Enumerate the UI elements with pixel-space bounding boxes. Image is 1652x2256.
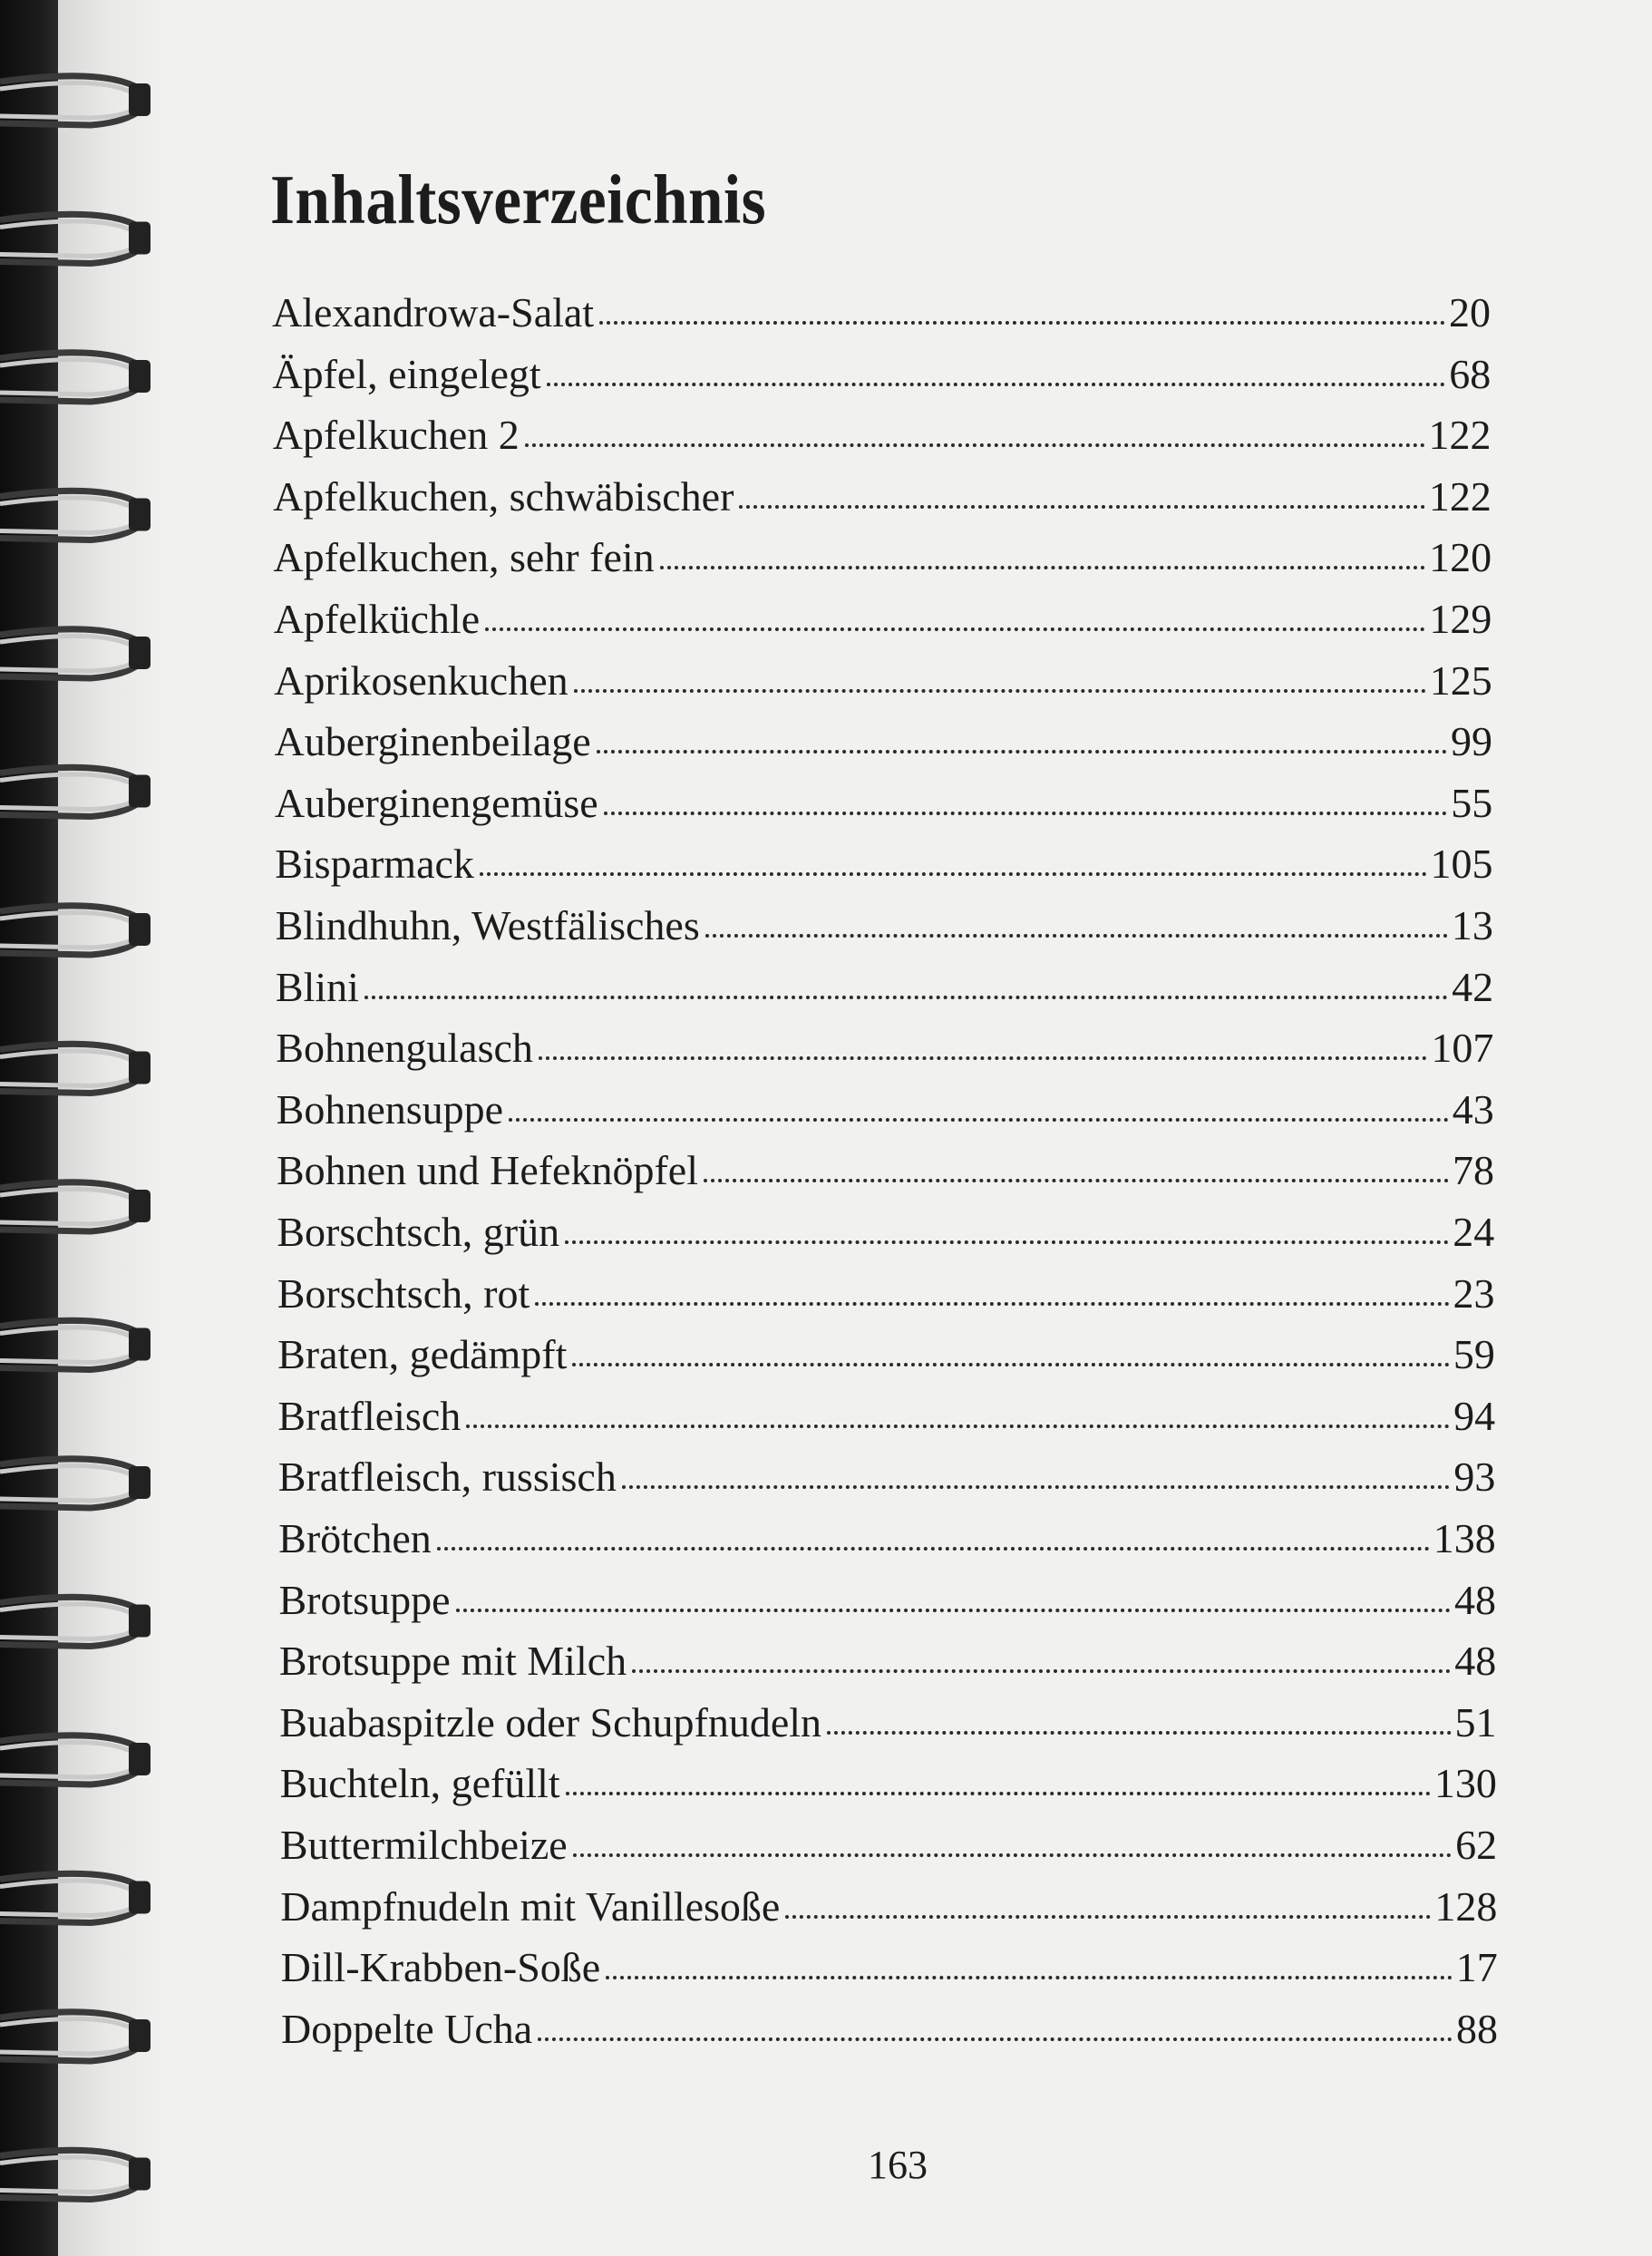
dot-leader — [535, 1302, 1449, 1306]
dot-leader — [437, 1547, 1430, 1551]
toc-entry — [278, 1453, 1496, 1507]
toc-entry-page: 43 — [1452, 1085, 1494, 1133]
dot-leader — [660, 566, 1425, 569]
toc-entry-title: Borschtsch, rot — [277, 1269, 530, 1317]
toc-entry — [275, 840, 1492, 894]
toc-entry-page: 23 — [1453, 1269, 1495, 1317]
dot-leader — [599, 321, 1445, 325]
toc-entry — [273, 533, 1492, 588]
toc-entry — [281, 1943, 1498, 1998]
toc-entry-page: 120 — [1429, 534, 1492, 581]
toc-entry-title: Borschtsch, grün — [277, 1209, 560, 1255]
toc-entry-title: Bratfleisch — [277, 1392, 462, 1439]
dot-leader — [466, 1425, 1450, 1428]
dot-leader — [785, 1915, 1431, 1919]
toc-entry-page: 24 — [1453, 1209, 1495, 1255]
toc-entry-page: 94 — [1453, 1392, 1496, 1439]
toc-entry-page: 78 — [1453, 1147, 1494, 1194]
toc-entry-title: Blini — [275, 963, 359, 1010]
toc-entry-title: Blindhuhn, Westfälisches — [275, 902, 700, 948]
dot-leader — [480, 872, 1427, 876]
toc-entry-title: Buabaspitzle oder Schupfnudeln — [279, 1698, 822, 1745]
dot-leader — [606, 1976, 1452, 1979]
toc-entry-page: 55 — [1451, 779, 1493, 826]
toc-entry-page: 107 — [1431, 1025, 1494, 1072]
toc-entry — [280, 1759, 1497, 1814]
page-number: 163 — [868, 2143, 928, 2187]
toc-entry-page: 105 — [1430, 841, 1493, 888]
toc-entry — [276, 901, 1493, 956]
dot-leader — [566, 1792, 1431, 1795]
dot-leader — [704, 1179, 1449, 1182]
toc-entry-title: Bratfleisch, russisch — [277, 1454, 617, 1501]
toc-entry-page: 62 — [1455, 1822, 1498, 1868]
toc-entry-page: 138 — [1433, 1515, 1496, 1561]
toc-entry — [272, 350, 1491, 404]
toc-entry — [275, 779, 1492, 833]
toc-entry-page: 88 — [1456, 2005, 1498, 2052]
toc-entry — [280, 1882, 1497, 1937]
dot-leader — [574, 689, 1426, 693]
toc-entry — [274, 595, 1492, 649]
toc-entry — [276, 963, 1493, 1017]
toc-entry-title: Aprikosenkuchen — [274, 656, 568, 704]
toc-entry-page: 51 — [1454, 1698, 1497, 1745]
toc-entry — [277, 1146, 1494, 1201]
dot-leader — [456, 1609, 1451, 1612]
dot-leader — [604, 812, 1448, 815]
toc-entry — [275, 717, 1493, 772]
dot-leader — [632, 1669, 1451, 1673]
toc-entry-title: Braten, gedämpft — [277, 1331, 568, 1378]
toc-entry-page: 59 — [1453, 1331, 1495, 1378]
toc-entry-title: Alexandrowa-Salat — [272, 289, 595, 335]
dot-leader — [573, 1853, 1452, 1857]
toc-entry-page: 129 — [1429, 596, 1492, 642]
dot-leader — [622, 1485, 1451, 1489]
toc-entry — [273, 472, 1492, 527]
toc-entry-title: Apfelkuchen 2 — [272, 412, 520, 459]
toc-entry-page: 122 — [1428, 412, 1492, 459]
toc-entry-title: Buchteln, gefüllt — [279, 1760, 560, 1807]
dot-leader — [525, 443, 1425, 447]
toc-entry — [277, 1208, 1494, 1262]
dot-leader — [597, 750, 1447, 754]
toc-entry-title: Buttermilchbeize — [279, 1822, 568, 1868]
dot-leader — [827, 1731, 1452, 1735]
toc-entry-title: Auberginengemüse — [274, 779, 598, 826]
toc-entry-page: 20 — [1449, 289, 1491, 335]
page-title: Inhaltsverzeichnis — [270, 160, 767, 238]
toc-entry — [277, 1392, 1495, 1446]
toc-entry-title: Brötchen — [278, 1515, 432, 1561]
toc-entry — [274, 656, 1492, 711]
toc-entry — [279, 1698, 1496, 1753]
toc-entry — [277, 1330, 1495, 1385]
toc-entry — [278, 1514, 1496, 1569]
toc-entry-page: 93 — [1453, 1454, 1496, 1501]
toc-entry — [277, 1085, 1494, 1140]
toc-entry — [279, 1576, 1497, 1630]
toc-entry-title: Auberginenbeilage — [274, 718, 591, 765]
dot-leader — [364, 996, 1448, 999]
dot-leader — [539, 1056, 1428, 1060]
toc-entry-title: Brotsuppe — [278, 1576, 451, 1623]
toc-entry — [272, 288, 1491, 343]
toc-entry-page: 99 — [1451, 718, 1492, 765]
dot-leader — [509, 1118, 1449, 1122]
toc-entry-title: Dill-Krabben-Soße — [280, 1944, 601, 1991]
toc-entry-page: 48 — [1454, 1638, 1497, 1685]
toc-entry-title: Apfelkuchen, sehr fein — [273, 534, 655, 581]
toc-entry-title: Brotsuppe mit Milch — [278, 1638, 627, 1685]
toc-entry-title: Bisparmack — [275, 841, 474, 888]
toc-entry-page: 17 — [1455, 1944, 1498, 1991]
toc-entry-title: Bohnengulasch — [276, 1025, 533, 1072]
toc-entry — [277, 1269, 1495, 1324]
toc-entry-title: Bohnen und Hefeknöpfel — [277, 1147, 698, 1194]
toc-entry-title: Bohnensuppe — [276, 1085, 504, 1133]
toc-entry-page: 125 — [1429, 656, 1492, 704]
dot-leader — [485, 627, 1425, 631]
toc-entry-page: 13 — [1451, 902, 1493, 948]
toc-entry-title: Apfelküchle — [273, 596, 481, 642]
dot-leader — [538, 2037, 1453, 2041]
toc-entry — [280, 1821, 1497, 1875]
toc-entry-page: 128 — [1434, 1882, 1498, 1930]
toc-entry-page: 130 — [1433, 1760, 1497, 1807]
toc-entry-page: 122 — [1428, 472, 1492, 520]
toc-entry — [279, 1637, 1496, 1691]
dot-leader — [565, 1240, 1449, 1244]
toc-entry-page: 48 — [1454, 1576, 1496, 1623]
dot-leader — [547, 383, 1446, 386]
toc-entry — [281, 2005, 1498, 2059]
toc-entry — [273, 411, 1492, 465]
toc-entry-title: Äpfel, eingelegt — [272, 350, 541, 397]
toc-entry-title: Apfelkuchen, schwäbischer — [273, 472, 734, 520]
dot-leader — [572, 1363, 1449, 1366]
dot-leader — [705, 934, 1448, 938]
toc-entry-title: Doppelte Ucha — [281, 2005, 533, 2052]
dot-leader — [739, 505, 1424, 509]
toc-entry — [276, 1024, 1493, 1078]
toc-entry-title: Dampfnudeln mit Vanillesoße — [280, 1882, 781, 1930]
toc-entry-page: 68 — [1449, 350, 1492, 397]
toc-entry-page: 42 — [1452, 963, 1494, 1010]
